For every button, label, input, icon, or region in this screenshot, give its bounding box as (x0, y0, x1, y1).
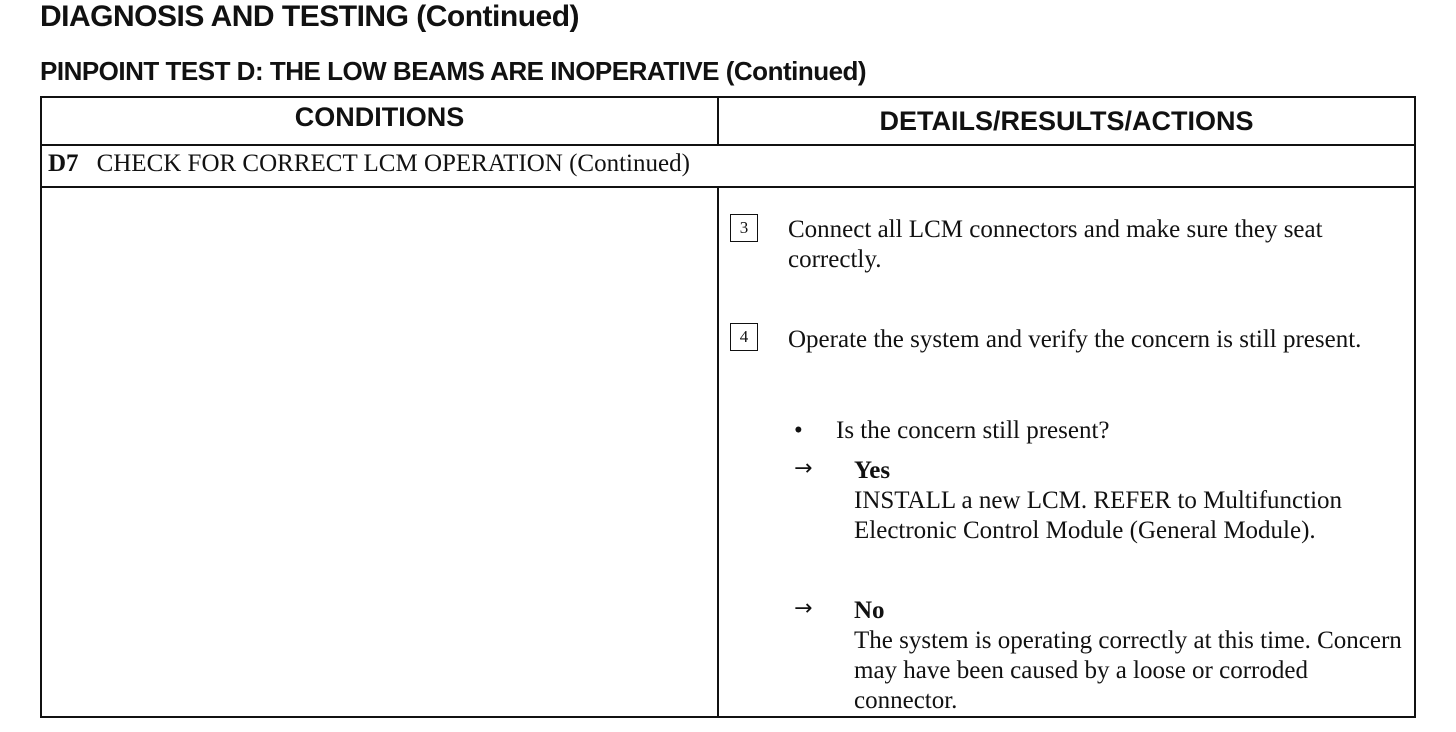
step-number-box: 4 (730, 323, 758, 351)
details-results-actions-header: DETAILS/RESULTS/ACTIONS (879, 106, 1254, 136)
step-3-text: Connect all LCM connectors and make sure they seat correctly. (788, 216, 1323, 273)
right-arrow-icon: → (794, 456, 813, 481)
document-title: DIAGNOSIS AND TESTING (Continued) (40, 0, 580, 33)
pinpoint-test-table (40, 96, 1416, 718)
answer-yes-label: Yes (854, 457, 891, 484)
step-id: D7 (48, 150, 79, 177)
step-4-text: Operate the system and verify the concern is still present. (788, 326, 1362, 353)
right-arrow-icon: → (794, 596, 813, 621)
step-row-separator (42, 186, 1414, 188)
answer-yes-text: INSTALL a new LCM. REFER to Multifunction Electronic Control Module (General Module). (854, 487, 1343, 544)
pinpoint-test-title: PINPOINT TEST D: THE LOW BEAMS ARE INOPERATIVE (Continued) (40, 56, 867, 86)
header-separator (42, 144, 1414, 146)
conditions-header: CONDITIONS (294, 102, 465, 132)
column-divider (717, 98, 719, 716)
bullet-icon: • (794, 417, 803, 444)
step-number-box: 3 (730, 214, 758, 242)
answer-no-label: No (854, 597, 885, 624)
answer-no-text: The system is operating correctly at this time. Concern may have been caused by a loose or corroded connector. (854, 627, 1402, 714)
question-text: Is the concern still present? (836, 417, 1110, 444)
step-title-row (48, 150, 690, 178)
column-divider-gap (717, 144, 719, 186)
step-title: CHECK FOR CORRECT LCM OPERATION (Continued) (96, 150, 690, 177)
